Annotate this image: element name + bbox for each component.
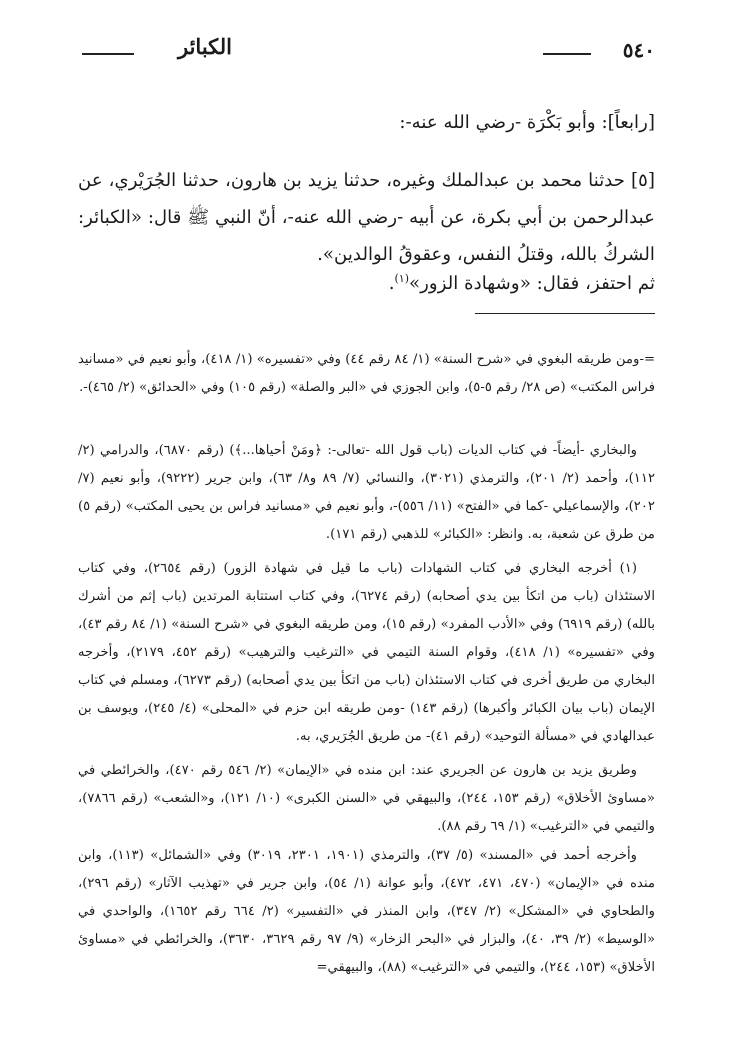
page-header xyxy=(82,34,655,68)
section-heading: [رابعاً]: وأبو بَكْرَة -رضي الله عنه-: xyxy=(399,112,655,134)
hadith-text: [٥] حدثنا محمد بن عبدالملك وغيره، حدثنا يزيد بن هارون، حدثنا الجُرَيْري، عن عبدالرحمن بن أبي بكرة، عن أبيه -رضي الله عنه-، أنّ النبي ﷺ قال: «الكبائر: الشركُ بالله، وقتلُ النفس، وعقوقُ الوالدين». xyxy=(78,170,655,266)
footnote-paragraph: والبخاري -أيضاً- في كتاب الديات (باب قول الله -تعالى-: ﴿ومَنْ أحياها...﴾) (رقم ٦٨٧٠)، والدرامي (٢/ ١١٢)، وأحمد (٢/ ٢٠١)، والترمذي (٣٠٢١)، والنسائي (٧/ ٨٩ و٨/ ٦٣)، وابن جرير (٩٢٢٢)، وأبو نعيم (٧/ ٢٠٢)، والإسماعيلي -كما في «الفتح» (١١/ ٥٥٦)-، وأبو نعيم في «مسانيد فراس بن يحيى المكتب» (رقم ٥) من طرق عن شعبة، به. وانظر: «الكبائر» للذهبي (رقم ١٧١). xyxy=(78,443,656,543)
footnote-separator xyxy=(475,313,655,314)
footnote-paragraph: وأخرجه أحمد في «المسند» (٥/ ٣٧)، والترمذي (١٩٠١، ٢٣٠١، ٣٠١٩) وفي «الشمائل» (١١٣)، وابن منده في «الإيمان» (٤٧٠، ٤٧١، ٤٧٢)، وأبو عوانة (١/ ٥٤)، وابن جرير في «تهذيب الآثار» (رقم ٢٩٦)، والطحاوي في «المشكل» (٢/ ٣٤٧)، وابن المنذر في «التفسير» (٢/ ٦٦٤ رقم ١٦٥٢)، والواحدي في «الوسيط» (٢/ ٣٩، ٤٠)، والبزار في «البحر الزخار» (٩/ ٩٧ رقم ٣٦٢٩، ٣٦٣٠)، والخرائطي في «مساوئ الأخلاق» (١٥٣، ٢٤٤)، والتيمي في «الترغيب» (٨٨)، والبيهقي= xyxy=(78,848,656,976)
page-number: ٥٤٠ xyxy=(622,38,655,62)
footnote-paragraph: =-ومن طريقه البغوي في «شرح السنة» (١/ ٨٤ رقم ٤٤) وفي «تفسيره» (١/ ٤١٨)، وأبو نعيم في «مسانيد فراس المكتب» (ص ٢٨/ رقم ٥-٥)، وابن الجوزي في «البر والصلة» (رقم ١٠٥) وفي «الحدائق» (٢/ ٤٦٥)-. xyxy=(78,352,655,396)
running-title: الكبائر xyxy=(178,34,232,59)
hadith-ending: ثم احتفز، فقال: «وشهادة الزور» xyxy=(409,273,655,295)
footnote-paragraph: وطريق يزيد بن هارون عن الجريري عند: ابن منده في «الإيمان» (٢/ ٥٤٦ رقم ٤٧٠)، والخرائطي في «مساوئ الأخلاق» (رقم ١٥٣، ٢٤٤)، والبيهقي في «السنن الكبرى» (١٠/ ١٢١)، و«الشعب» (رقم ٧٨٦٦)، والتيمي في «الترغيب» (١/ ٦٩ رقم ٨٨). xyxy=(78,763,656,835)
footnote-paragraph: (١) أخرجه البخاري في كتاب الشهادات (باب ما قيل في شهادة الزور) (رقم ٢٦٥٤)، وفي كتاب الاستئذان (باب من اتكأ بين يدي أصحابه) (رقم ٦٢٧٤)، وفي كتاب استتابة المرتدين (باب إثم من أشرك بالله) (رقم ٦٩١٩) وفي «الأدب المفرد» (رقم ١٥)، ومن طريقه البغوي في «شرح السنة» (١/ ٨٤ رقم ٤٣)، وفي «تفسيره» (١/ ٤١٨)، وقوام السنة التيمي في «الترغيب والترهيب» (رقم ٤٥٢، ٢١٧٩)، وأخرجه البخاري من طريق أخرى في كتاب الاستئذان (باب من اتكأ بين يدي أصحابه) (رقم ٦٢٧٣)، ومسلم في كتاب الإيمان (باب بيان الكبائر وأكبرها) (رقم ١٤٣) -ومن طريقه ابن حزم في «المحلى» (٤/ ٢٤٥)، ويوسف بن عبدالهادي في «مسألة التوحيد» (رقم ٤١)- من طريق الجُرَيري، به. xyxy=(78,561,656,745)
header-rule-right xyxy=(543,53,591,55)
hadith-continuation: ثم احتفز، فقال: «وشهادة الزور»$^{(١)}$. xyxy=(388,272,655,295)
header-rule-left xyxy=(82,53,134,55)
footnote-marker: (١) xyxy=(394,272,410,286)
